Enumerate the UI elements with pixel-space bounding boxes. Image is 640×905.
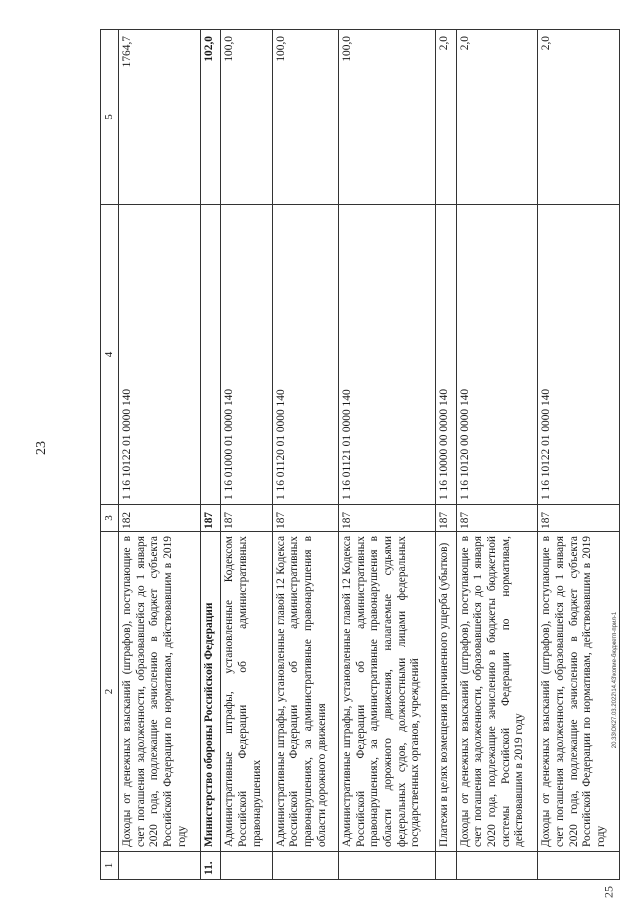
row-number-cell [456, 852, 538, 880]
administrator-code-cell: 187 [435, 505, 456, 532]
row-number-cell [339, 852, 436, 880]
row-number-cell [538, 852, 620, 880]
revenue-name-cell: Доходы от денежных взысканий (штрафов), поступающие в счет погашения задолженности, образовавшейся до 1 января 2020 года, подлежащие зачислению в бюджеты бюджетной системы Российской Федерации по нормативам, действовавшим в 2019 году [456, 532, 538, 852]
row-number-cell [272, 852, 338, 880]
header-cell: 3 [101, 505, 119, 532]
budget-classification-code-cell: 1 16 01121 01 0000 140 [339, 205, 436, 505]
administrator-code-cell: 187 [456, 505, 538, 532]
header-cell: 4 [101, 205, 119, 505]
amount-cell: 2,0 [538, 30, 620, 205]
amount-cell: 2,0 [456, 30, 538, 205]
table-row [272, 30, 338, 880]
amount-cell: 2,0 [435, 30, 456, 205]
revenue-name-cell: Министерство обороны Российской Федерации [200, 532, 221, 852]
page-number: 23 [34, 441, 49, 455]
row-number-cell [221, 852, 272, 880]
rotated-page-content [100, 30, 620, 880]
administrator-code-cell: 187 [221, 505, 272, 532]
amount-cell: 102,0 [200, 30, 221, 205]
table-row [456, 30, 538, 880]
table-row [538, 30, 620, 880]
budget-classification-code-cell: 1 16 01120 01 0000 140 [272, 205, 338, 505]
table-row [339, 30, 436, 880]
header-cell: 1 [101, 852, 119, 880]
revenue-name-cell: Административные штрафы, установленные главой 12 Кодекса Российской Федерации об административных правонарушениях, за административные правонарушения в области дорожного движения, налагаемые судьями федеральных судов, должностными лицами федеральных государственных органов, учреждений [339, 532, 436, 852]
table-header-row [101, 30, 119, 880]
budget-classification-code-cell: 1 16 10122 01 0000 140 [538, 205, 620, 505]
budget-classification-code-cell [200, 205, 221, 505]
amount-cell: 100,0 [272, 30, 338, 205]
administrator-code-cell: 187 [538, 505, 620, 532]
administrator-code-cell: 187 [200, 505, 221, 532]
header-cell: 2 [101, 532, 119, 852]
table-row [118, 30, 200, 880]
amount-cell: 1764,7 [118, 30, 200, 205]
administrator-code-cell: 182 [118, 505, 200, 532]
revenue-name-cell: Административные штрафы, установленные главой 12 Кодекса Российской Федерации об административных правонарушениях, за административные правонарушения в области дорожного движения [272, 532, 338, 852]
administrator-code-cell: 187 [339, 505, 436, 532]
amount-cell: 100,0 [221, 30, 272, 205]
row-number-cell [118, 852, 200, 880]
amount-cell: 100,0 [339, 30, 436, 205]
budget-classification-code-cell: 1 16 10122 01 0000 140 [118, 205, 200, 505]
side-page-number: 25 [601, 886, 616, 898]
administrator-code-cell: 187 [272, 505, 338, 532]
revenue-name-cell: Доходы от денежных взысканий (штрафов), поступающие в счет погашения задолженности, образовавшейся до 1 января 2020 года, подлежащие зачислению в бюджет субъекта Российской Федерации по нормативам, действовавшим в 2019 году [538, 532, 620, 852]
budget-revenue-table [100, 29, 620, 880]
revenue-name-cell: Доходы от денежных взысканий (штрафов), поступающие в счет погашения задолженности, образовавшейся до 1 января 2020 года, подлежащие зачислению в бюджет субъекта Российской Федерации по нормативам, действовавшим в 2019 году [118, 532, 200, 852]
budget-classification-code-cell: 1 16 10120 00 0000 140 [456, 205, 538, 505]
row-number-cell: 11. [200, 852, 221, 880]
budget-classification-code-cell: 1 16 10000 00 0000 140 [435, 205, 456, 505]
revenue-name-cell: Платежи в целях возмещения причиненного ущерба (убытков) [435, 532, 456, 852]
budget-classification-code-cell: 1 16 01000 01 0000 140 [221, 205, 272, 505]
header-cell: 5 [101, 30, 119, 205]
table-row [200, 30, 221, 880]
footer-file-code: 20.33\ОК27.03.2022\14.43\копие-бюджетп-прил-1 [612, 611, 618, 749]
row-number-cell [435, 852, 456, 880]
revenue-name-cell: Административные штрафы, установленные Кодексом Российской Федерации об административных правонарушениях [221, 532, 272, 852]
table-row [435, 30, 456, 880]
table-row [221, 30, 272, 880]
